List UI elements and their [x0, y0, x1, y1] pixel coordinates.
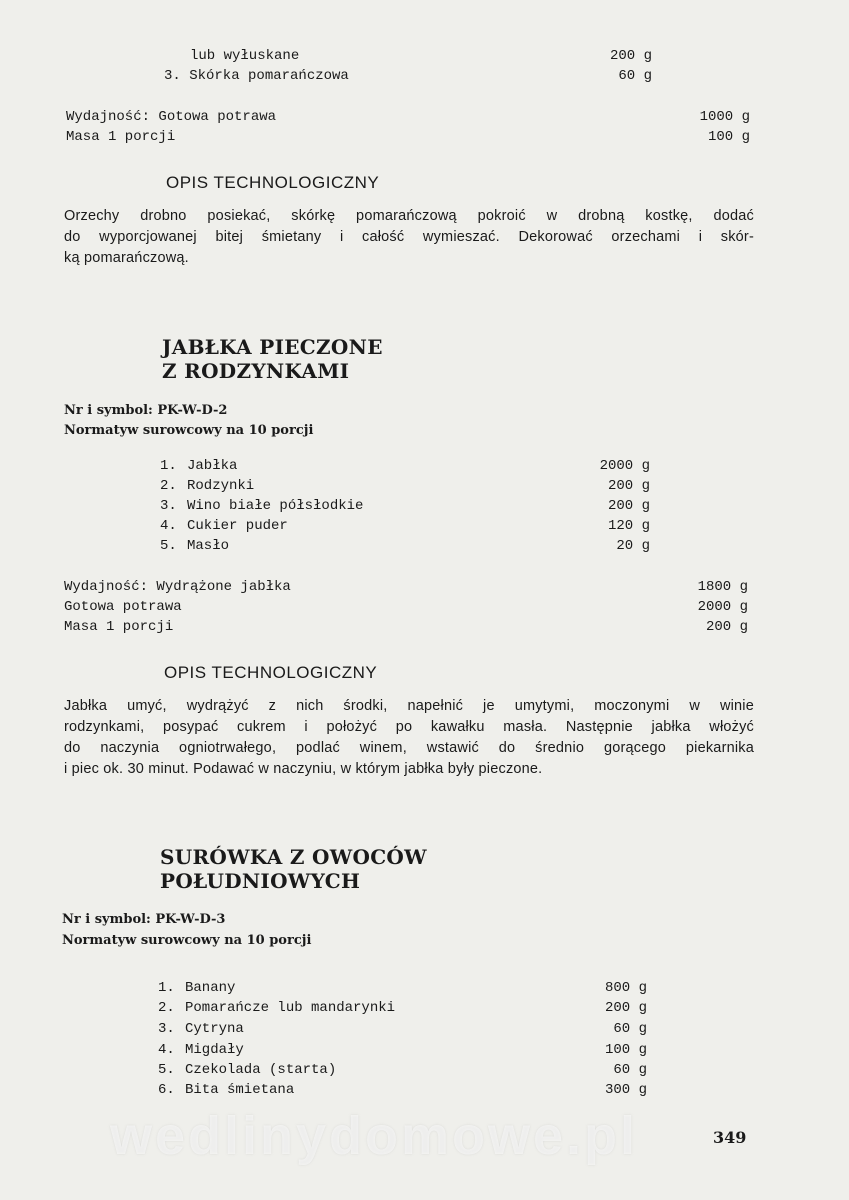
ingredient-num: 3.	[160, 498, 177, 514]
recipe-norm: Normatyw surowcowy na 10 porcji	[64, 423, 314, 438]
ingredient-name: Migdały	[185, 1042, 244, 1058]
description-line: do naczynia ogniotrwałego, podlać winem, wstawić do średnio gorącego piekarnika	[64, 740, 754, 756]
ingredient-qty: 200 g	[609, 48, 652, 64]
recipe-norm: Normatyw surowcowy na 10 porcji	[62, 933, 312, 948]
description-paragraph	[64, 696, 754, 780]
ingredient-name: Masło	[187, 538, 230, 554]
ingredient-qty: 20 g	[616, 538, 650, 554]
recipe-title: Z RODZYNKAMI	[162, 359, 350, 383]
ingredient-name: lub wyłuskane	[190, 48, 300, 64]
ingredient-num: 5.	[160, 538, 177, 554]
ingredient-num: 2.	[158, 1000, 175, 1016]
recipe-title: JABŁKA PIECZONE	[162, 335, 383, 359]
ingredient-qty: 800 g	[604, 980, 647, 996]
ingredient-name: Cukier puder	[187, 518, 288, 534]
ingredient-qty: 2000 g	[599, 458, 650, 474]
ingredient-num: 4.	[160, 518, 177, 534]
description-line: ką pomarańczową.	[64, 250, 189, 266]
ingredient-qty: 300 g	[604, 1082, 647, 1098]
section-heading: OPIS TECHNOLOGICZNY	[164, 663, 378, 682]
description-paragraph	[64, 206, 754, 269]
yield-qty: 1000 g	[699, 109, 750, 125]
ingredient-name: Pomarańcze lub mandarynki	[185, 1000, 396, 1016]
section-heading: OPIS TECHNOLOGICZNY	[166, 173, 380, 192]
description-line: Orzechy drobno posiekać, skórkę pomarańczową pokroić w drobną kostkę, dodać	[64, 208, 754, 224]
ingredient-qty: 60 g	[618, 68, 652, 84]
ingredient-num: 2.	[160, 478, 177, 494]
ingredient-name: Rodzynki	[187, 478, 255, 494]
ingredient-qty: 200 g	[607, 478, 650, 494]
ingredient-qty: 100 g	[604, 1042, 647, 1058]
watermark: wedlinydomowe.pl	[110, 1106, 639, 1166]
yield-label: Wydajność: Wydrążone jabłka	[64, 579, 291, 595]
ingredient-name: Cytryna	[185, 1021, 244, 1037]
recipe-symbol: Nr i symbol: PK-W-D-2	[64, 403, 228, 418]
ingredient-name: Banany	[185, 980, 236, 996]
recipe-symbol: Nr i symbol: PK-W-D-3	[62, 912, 226, 927]
ingredient-name: Jabłka	[187, 458, 238, 474]
ingredient-num: 1.	[160, 458, 177, 474]
ingredient-qty: 200 g	[604, 1000, 647, 1016]
recipe-title: POŁUDNIOWYCH	[160, 869, 361, 893]
yield-qty: 200 g	[705, 619, 748, 635]
ingredient-num: 6.	[158, 1082, 175, 1098]
ingredient-name: 3. Skórka pomarańczowa	[164, 68, 349, 84]
description-line: do wyporcjowanej bitej śmietany i całość wymieszać. Dekorować orzechami i skór-	[64, 229, 754, 245]
yield-label: Gotowa potrawa	[64, 599, 182, 615]
ingredient-qty: 120 g	[607, 518, 650, 534]
ingredient-qty: 60 g	[613, 1021, 647, 1037]
description-line: i piec ok. 30 minut. Podawać w naczyniu, w którym jabłka były pieczone.	[64, 761, 543, 777]
ingredient-num: 1.	[158, 980, 175, 996]
recipe-title: SURÓWKA Z OWOCÓW	[160, 845, 427, 869]
description-line: rodzynkami, posypać cukrem i położyć po kawałku masła. Następnie jabłka włożyć	[64, 719, 754, 735]
ingredient-name: Bita śmietana	[185, 1082, 295, 1098]
yield-qty: 100 g	[707, 129, 750, 145]
yield-label: Masa 1 porcji	[66, 129, 176, 145]
ingredient-num: 3.	[158, 1021, 175, 1037]
yield-label: Masa 1 porcji	[64, 619, 174, 635]
yield-qty: 2000 g	[697, 599, 748, 615]
yield-qty: 1800 g	[697, 579, 748, 595]
description-line: Jabłka umyć, wydrążyć z nich środki, napełnić je umytymi, moczonymi w winie	[64, 698, 754, 714]
page-number: 349	[713, 1128, 747, 1147]
ingredient-name: Wino białe półsłodkie	[187, 498, 364, 514]
ingredient-qty: 60 g	[613, 1062, 647, 1078]
ingredient-num: 4.	[158, 1042, 175, 1058]
ingredient-qty: 200 g	[607, 498, 650, 514]
yield-label: Wydajność: Gotowa potrawa	[66, 109, 277, 125]
ingredient-name: Czekolada (starta)	[185, 1062, 337, 1078]
ingredient-num: 5.	[158, 1062, 175, 1078]
